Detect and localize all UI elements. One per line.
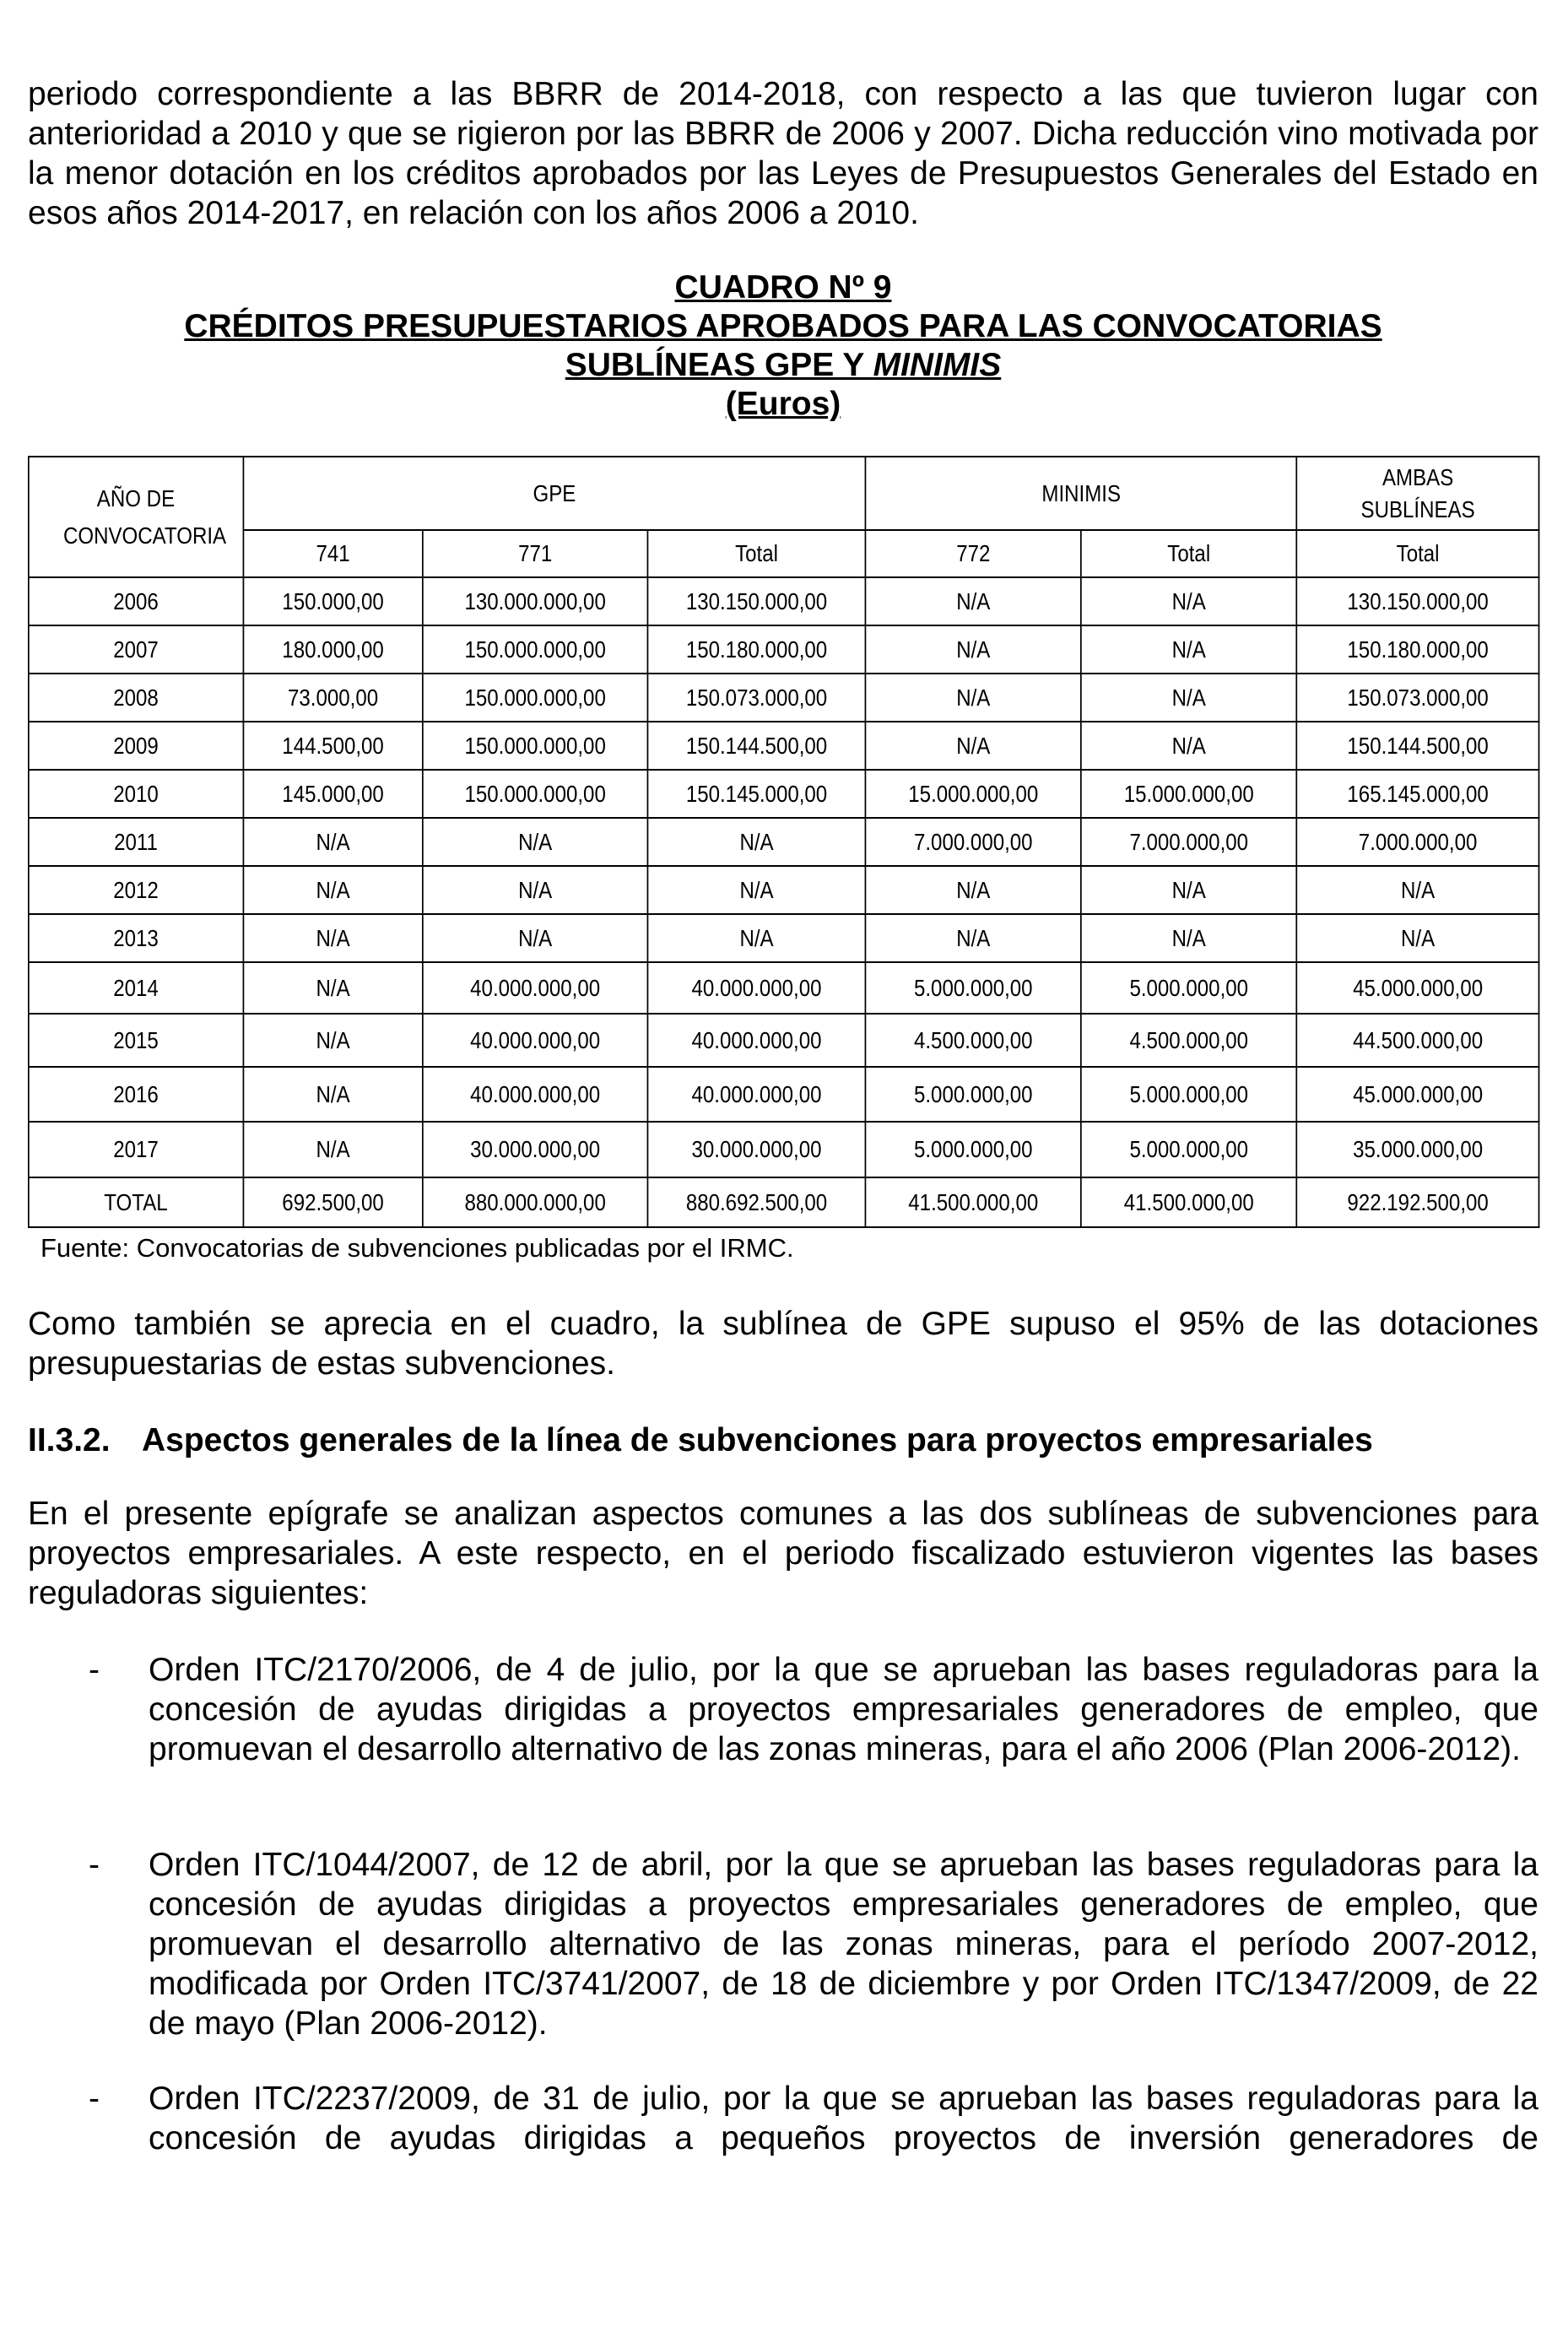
- paragraph-bases: En el presente epígrafe se analizan aspectos comunes a las dos sublíneas de subvenciones para proyectos empresariales. A este respecto, en el periodo fiscalizado estuvieron vigentes las bases reguladoras siguientes:: [28, 1496, 1538, 1611]
- table-subheader-row: [29, 530, 1539, 577]
- table-cell: 880.692.500,00: [647, 1177, 866, 1227]
- table-cell: 5.000.000,00: [1081, 962, 1297, 1014]
- table-cell: 150.180.000,00: [1297, 625, 1539, 674]
- table-cell: N/A: [866, 866, 1081, 914]
- table-cell: 922.192.500,00: [1297, 1177, 1539, 1227]
- table-cell: 150.000.000,00: [423, 722, 647, 770]
- table-cell: N/A: [1081, 625, 1297, 674]
- subheader-minimis-total: Total: [1081, 530, 1297, 577]
- table-cell: 40.000.000,00: [423, 1014, 647, 1067]
- subheader-ambas-total: Total: [1297, 530, 1539, 577]
- header-minimis: MINIMIS: [866, 457, 1297, 530]
- table-cell: 45.000.000,00: [1297, 962, 1539, 1014]
- table-cell: 40.000.000,00: [647, 1067, 866, 1122]
- caption-units: (Euros): [725, 386, 841, 422]
- table-cell: 145.000,00: [243, 770, 423, 818]
- table-cell: 150.073.000,00: [1297, 674, 1539, 722]
- list-item-text: Orden ITC/2170/2006, de 4 de julio, por la que se aprueban las bases reguladoras para la concesión de ayudas dirigidas a proyectos empresariales generadores de empleo, que promuevan el desarrollo alternativo de las zonas mineras, para el año 2006 (Plan 2006-2012).: [149, 1652, 1538, 1767]
- table-cell: N/A: [647, 914, 866, 962]
- table-cell: N/A: [1081, 722, 1297, 770]
- table-cell: N/A: [1081, 577, 1297, 625]
- table-cell: 41.500.000,00: [866, 1177, 1081, 1227]
- table-cell: 40.000.000,00: [423, 962, 647, 1014]
- table-cell-year: 2008: [29, 674, 243, 722]
- table-cell: 130.000.000,00: [423, 577, 647, 625]
- table-cell: N/A: [243, 962, 423, 1014]
- subheader-741: 741: [243, 530, 423, 577]
- list-dash: -: [89, 1847, 100, 1883]
- table-header-row: [29, 457, 1539, 530]
- paragraph-gpe-share: Como también se aprecia en el cuadro, la sublínea de GPE supuso el 95% de las dotaciones presupuestarias de estas subvenciones.: [28, 1306, 1538, 1382]
- table-cell: 150.000,00: [243, 577, 423, 625]
- table-cell: 5.000.000,00: [866, 962, 1081, 1014]
- table-cell: 150.144.500,00: [1297, 722, 1539, 770]
- list-dash: -: [89, 2081, 100, 2117]
- table-cell: N/A: [1081, 866, 1297, 914]
- table-cell: N/A: [1081, 674, 1297, 722]
- table-cell: 5.000.000,00: [866, 1122, 1081, 1177]
- table-cell: N/A: [423, 866, 647, 914]
- table-cell: 45.000.000,00: [1297, 1067, 1539, 1122]
- table-row: [29, 577, 1539, 625]
- table-cell-year: 2016: [29, 1067, 243, 1122]
- table-cell: N/A: [423, 914, 647, 962]
- table-cell: N/A: [866, 625, 1081, 674]
- table-cell: 30.000.000,00: [647, 1122, 866, 1177]
- table-row: [29, 962, 1539, 1014]
- table-cell: 40.000.000,00: [647, 962, 866, 1014]
- table-cell: 41.500.000,00: [1081, 1177, 1297, 1227]
- table-cell: 7.000.000,00: [1081, 818, 1297, 866]
- table-cell: 150.145.000,00: [647, 770, 866, 818]
- table-cell-year: 2011: [29, 818, 243, 866]
- caption-number: CUADRO Nº 9: [674, 269, 892, 306]
- table-cell-year: 2017: [29, 1122, 243, 1177]
- subheader-gpe-total: Total: [647, 530, 866, 577]
- table-cell: 40.000.000,00: [647, 1014, 866, 1067]
- table-cell: 5.000.000,00: [1081, 1067, 1297, 1122]
- header-ambas: AMBAS SUBLÍNEAS: [1297, 457, 1539, 530]
- table-cell: N/A: [647, 818, 866, 866]
- table-cell: N/A: [647, 866, 866, 914]
- table-row: [29, 674, 1539, 722]
- table-source: Fuente: Convocatorias de subvenciones publicadas por el IRMC.: [41, 1233, 794, 1263]
- table-cell: 150.073.000,00: [647, 674, 866, 722]
- table-cell: N/A: [1297, 866, 1539, 914]
- table-cell-year: 2007: [29, 625, 243, 674]
- table-cell: N/A: [243, 914, 423, 962]
- table-cell: 130.150.000,00: [1297, 577, 1539, 625]
- table-cell-year: 2009: [29, 722, 243, 770]
- table-row: [29, 1122, 1539, 1177]
- table-row: [29, 818, 1539, 866]
- table-cell: 150.000.000,00: [423, 674, 647, 722]
- table-row: [29, 914, 1539, 962]
- table-cell: 180.000,00: [243, 625, 423, 674]
- table-row: [29, 1067, 1539, 1122]
- table-row: [29, 625, 1539, 674]
- section-heading: [28, 1420, 1373, 1460]
- table-cell: 150.000.000,00: [423, 770, 647, 818]
- table-cell: 4.500.000,00: [866, 1014, 1081, 1067]
- table-cell-year: 2013: [29, 914, 243, 962]
- caption-subtitle: SUBLÍNEAS GPE Y MINIMIS: [565, 347, 1002, 383]
- header-year: AÑO DE CONVOCATORIA: [29, 457, 243, 577]
- subheader-772: 772: [866, 530, 1081, 577]
- table-caption: [28, 268, 1538, 424]
- table-cell-year: 2006: [29, 577, 243, 625]
- table-body: [29, 577, 1539, 1227]
- table-cell: 15.000.000,00: [866, 770, 1081, 818]
- intro-paragraph: periodo correspondiente a las BBRR de 2014-2018, con respecto a las que tuvieron lugar con anterioridad a 2010 y que se rigieron por las BBRR de 2006 y 2007. Dicha reducción vino motivada por la menor dotación en los créditos aprobados por las Leyes de Presupuestos Generales del Estado en esos años 2014-2017, en relación con los años 2006 a 2010.: [28, 76, 1538, 231]
- table-cell: N/A: [866, 674, 1081, 722]
- subheader-771: 771: [423, 530, 647, 577]
- table-cell: 4.500.000,00: [1081, 1014, 1297, 1067]
- table-cell: N/A: [1297, 914, 1539, 962]
- table-cell: 30.000.000,00: [423, 1122, 647, 1177]
- section-number: II.3.2.: [28, 1422, 111, 1458]
- table-cell: 15.000.000,00: [1081, 770, 1297, 818]
- table-cell: N/A: [1081, 914, 1297, 962]
- table-cell: 73.000,00: [243, 674, 423, 722]
- table-cell-year: TOTAL: [29, 1177, 243, 1227]
- section-title: Aspectos generales de la línea de subvenciones para proyectos empresariales: [142, 1422, 1373, 1458]
- table-cell: 150.000.000,00: [423, 625, 647, 674]
- list-item-text: Orden ITC/1044/2007, de 12 de abril, por la que se aprueban las bases reguladoras para la concesión de ayudas dirigidas a proyectos empresariales generadores de empleo, que promuevan el desarrollo alternativo de las zonas mineras, para el período 2007-2012, modificada por Orden ITC/3741/2007, de 18 de diciembre y por Orden ITC/1347/2009, de 22 de mayo (Plan 2006-2012).: [149, 1847, 1538, 2042]
- table-cell: 692.500,00: [243, 1177, 423, 1227]
- table-cell-year: 2015: [29, 1014, 243, 1067]
- table-row: [29, 1177, 1539, 1227]
- table-cell-year: 2010: [29, 770, 243, 818]
- table-cell: N/A: [243, 866, 423, 914]
- table-cell-year: 2014: [29, 962, 243, 1014]
- table-cell: N/A: [866, 722, 1081, 770]
- table-cell: N/A: [866, 577, 1081, 625]
- table-cell: N/A: [866, 914, 1081, 962]
- caption-title: CRÉDITOS PRESUPUESTARIOS APROBADOS PARA LAS CONVOCATORIAS: [184, 308, 1382, 344]
- table-cell: 165.145.000,00: [1297, 770, 1539, 818]
- table-row: [29, 866, 1539, 914]
- list-dash: -: [89, 1652, 100, 1688]
- table-cell: 144.500,00: [243, 722, 423, 770]
- table-cell: 35.000.000,00: [1297, 1122, 1539, 1177]
- table-cell: 130.150.000,00: [647, 577, 866, 625]
- table-cell: 150.144.500,00: [647, 722, 866, 770]
- table-cell: 7.000.000,00: [1297, 818, 1539, 866]
- table-cell: 7.000.000,00: [866, 818, 1081, 866]
- table-cell-year: 2012: [29, 866, 243, 914]
- table-cell: 44.500.000,00: [1297, 1014, 1539, 1067]
- table-cell: 5.000.000,00: [866, 1067, 1081, 1122]
- table-row: [29, 722, 1539, 770]
- table-cell: 5.000.000,00: [1081, 1122, 1297, 1177]
- table-row: [29, 1014, 1539, 1067]
- table-cell: N/A: [423, 818, 647, 866]
- list-item-text: Orden ITC/2237/2009, de 31 de julio, por la que se aprueban las bases reguladoras para la concesión de ayudas dirigidas a pequeños proyectos de inversión generadores de: [149, 2081, 1538, 2156]
- table-cell: N/A: [243, 1122, 423, 1177]
- table-cell: 40.000.000,00: [423, 1067, 647, 1122]
- header-gpe: GPE: [243, 457, 866, 530]
- table-cell: N/A: [243, 1014, 423, 1067]
- table-cell: N/A: [243, 818, 423, 866]
- credits-table: [28, 456, 1539, 1228]
- table-cell: 880.000.000,00: [423, 1177, 647, 1227]
- table-row: [29, 770, 1539, 818]
- table-cell: N/A: [243, 1067, 423, 1122]
- table-cell: 150.180.000,00: [647, 625, 866, 674]
